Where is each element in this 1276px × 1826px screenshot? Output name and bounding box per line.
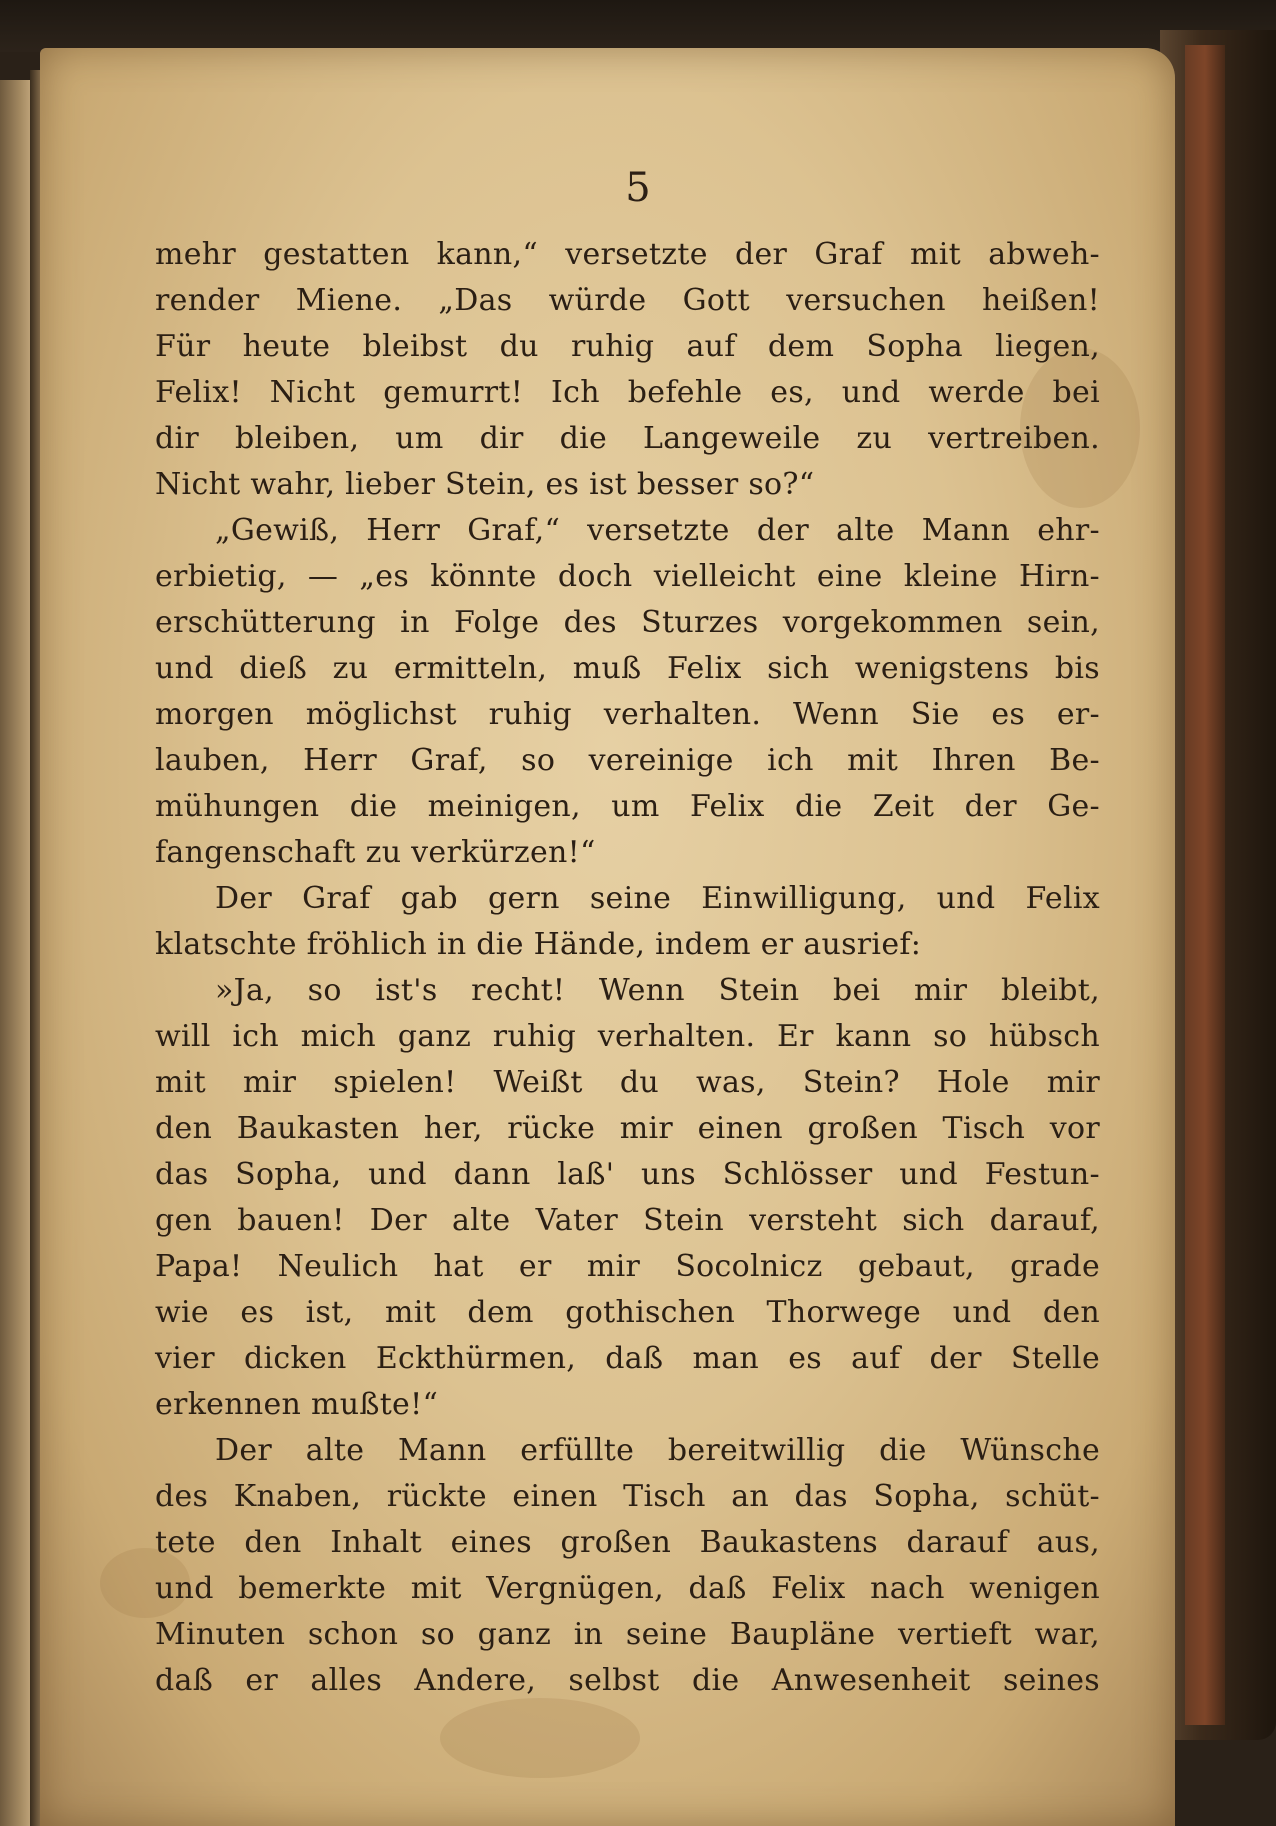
text-line: mit mir spielen! Weißt du was, Stein? Hole mir — [155, 1065, 1100, 1100]
text-line: erkennen mußte!“ — [155, 1387, 439, 1422]
text-line: Nicht wahr, lieber Stein, es ist besser so?“ — [155, 467, 815, 502]
text-line: fangenschaft zu verkürzen!“ — [155, 835, 596, 870]
text-line: daß er alles Andere, selbst die Anwesenheit seines — [155, 1663, 1100, 1698]
text-line: erbietig, — „es könnte doch vielleicht eine kleine Hirn- — [155, 559, 1100, 594]
text-line: und dieß zu ermitteln, muß Felix sich wenigstens bis — [155, 651, 1100, 686]
text-line: morgen möglichst ruhig verhalten. Wenn Sie es er- — [155, 697, 1100, 732]
text-line: will ich mich ganz ruhig verhalten. Er kann so hübsch — [155, 1019, 1100, 1054]
text-line: Minuten schon so ganz in seine Baupläne vertieft war, — [155, 1617, 1100, 1652]
text-line: Papa! Neulich hat er mir Socolnicz gebaut, grade — [155, 1249, 1100, 1284]
book-cover-binding — [1185, 45, 1225, 1725]
text-line: wie es ist, mit dem gothischen Thorwege und den — [155, 1295, 1100, 1330]
text-line: und bemerkte mit Vergnügen, daß Felix nach wenigen — [155, 1571, 1100, 1606]
scan-background-top — [0, 0, 1276, 52]
page-number: 5 — [625, 165, 651, 211]
text-line: Für heute bleibst du ruhig auf dem Sopha liegen, — [155, 329, 1100, 364]
text-line: den Baukasten her, rücke mir einen großen Tisch vor — [155, 1111, 1100, 1146]
paper-stain — [440, 1698, 640, 1778]
text-line: Der Graf gab gern seine Einwilligung, und Felix — [215, 881, 1100, 916]
text-line: mühungen die meinigen, um Felix die Zeit der Ge- — [155, 789, 1100, 824]
text-line: klatschte fröhlich in die Hände, indem er ausrief: — [155, 927, 922, 962]
text-line: dir bleiben, um dir die Langeweile zu vertreiben. — [155, 421, 1100, 456]
text-line: des Knaben, rückte einen Tisch an das Sopha, schüt- — [155, 1479, 1100, 1514]
text-line: lauben, Herr Graf, so vereinige ich mit Ihren Be- — [155, 743, 1100, 778]
text-line: render Miene. „Das würde Gott versuchen heißen! — [155, 283, 1100, 318]
text-line: „Gewiß, Herr Graf,“ versetzte der alte Mann ehr- — [215, 513, 1100, 548]
text-line: erschütterung in Folge des Sturzes vorgekommen sein, — [155, 605, 1100, 640]
text-line: vier dicken Eckthürmen, daß man es auf der Stelle — [155, 1341, 1100, 1376]
text-line: Der alte Mann erfüllte bereitwillig die Wünsche — [215, 1433, 1100, 1468]
text-line: das Sopha, und dann laß' uns Schlösser und Festun- — [155, 1157, 1100, 1192]
text-line: Felix! Nicht gemurrt! Ich befehle es, und werde bei — [155, 375, 1100, 410]
body-text — [155, 232, 1100, 1704]
text-line: »Ja, so ist's recht! Wenn Stein bei mir bleibt, — [215, 973, 1100, 1008]
facing-page-edge — [0, 80, 34, 1826]
text-line: mehr gestatten kann,“ versetzte der Graf mit abweh- — [155, 237, 1100, 272]
text-line: gen bauen! Der alte Vater Stein versteht sich darauf, — [155, 1203, 1100, 1238]
text-line: tete den Inhalt eines großen Baukastens darauf aus, — [155, 1525, 1100, 1560]
